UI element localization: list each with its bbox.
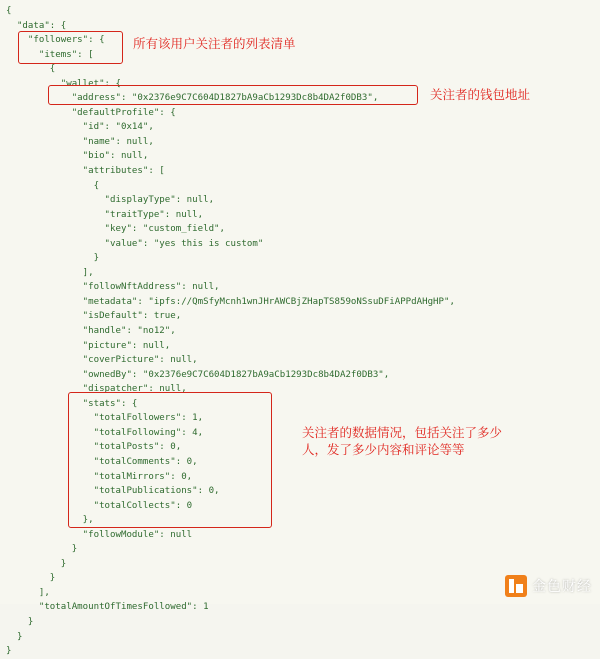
code-line: } <box>6 544 78 555</box>
code-line: "totalPosts": 0, <box>6 442 182 453</box>
code-line: "address": "0x2376e9C7C604D1827bA9aCb1293Dc8b4DA2f0DB3", <box>6 93 379 104</box>
code-line: { <box>6 6 12 16</box>
code-line: "traitType": null, <box>6 209 204 220</box>
code-line: "followers": { <box>6 35 105 46</box>
code-line: ], <box>6 587 50 598</box>
code-line: "key": "custom_field", <box>6 224 225 235</box>
code-line: "isDefault": true, <box>6 311 182 322</box>
code-line: }, <box>6 515 94 526</box>
code-line: { <box>6 180 100 191</box>
annotation-followers-label: 所有该用户关注者的列表清单 <box>133 36 296 51</box>
code-line: "picture": null, <box>6 340 171 351</box>
code-line: "value": "yes this is custom" <box>6 238 264 249</box>
code-line: "metadata": "ipfs://QmSfyMcnh1wnJHrAWCBjZHapTS859oNSsuDFiAPPdAHgHP", <box>6 296 455 307</box>
code-line: ], <box>6 267 94 278</box>
code-line: "followNftAddress": null, <box>6 282 220 293</box>
code-line: "handle": "no12", <box>6 326 176 337</box>
code-line: "totalCollects": 0 <box>6 500 193 511</box>
code-line: } <box>6 616 34 627</box>
code-line: "dispatcher": null, <box>6 384 187 395</box>
code-line: "displayType": null, <box>6 195 215 206</box>
code-line: "totalPublications": 0, <box>6 486 220 497</box>
code-line: "data": { <box>6 20 67 31</box>
code-line: "stats": { <box>6 398 138 409</box>
code-line: "wallet": { <box>6 78 121 89</box>
code-line: "totalFollowing": 4, <box>6 427 204 438</box>
annotation-stats-label: 关注者的数据情况，包括关注了多少人，发了多少内容和评论等等 <box>302 425 503 457</box>
code-line: "coverPicture": null, <box>6 355 198 366</box>
code-line: } <box>6 646 12 657</box>
watermark <box>505 575 592 597</box>
code-line: } <box>6 253 100 264</box>
code-line: "attributes": [ <box>6 166 165 177</box>
code-line: } <box>6 558 67 569</box>
code-line: "name": null, <box>6 136 154 147</box>
code-line: "ownedBy": "0x2376e9C7C604D1827bA9aCb1293Dc8b4DA2f0DB3", <box>6 369 390 380</box>
code-line: "totalComments": 0, <box>6 456 198 467</box>
code-line: } <box>6 573 56 584</box>
watermark-text: 金色财经 <box>532 579 592 595</box>
code-line: "defaultProfile": { <box>6 107 176 118</box>
code-line: "totalMirrors": 0, <box>6 471 193 482</box>
code-line: } <box>6 631 23 642</box>
code-line: "bio": null, <box>6 151 149 162</box>
code-line: "totalFollowers": 1, <box>6 413 204 424</box>
code-line: "items": [ <box>6 49 94 60</box>
code-line: "totalAmountOfTimesFollowed": 1 <box>6 602 209 613</box>
code-line: { <box>6 64 56 75</box>
code-line: "followModule": null <box>6 529 193 540</box>
logo-icon <box>505 575 527 597</box>
annotation-address-label: 关注者的钱包地址 <box>430 87 531 102</box>
code-line: "id": "0x14", <box>6 122 154 133</box>
